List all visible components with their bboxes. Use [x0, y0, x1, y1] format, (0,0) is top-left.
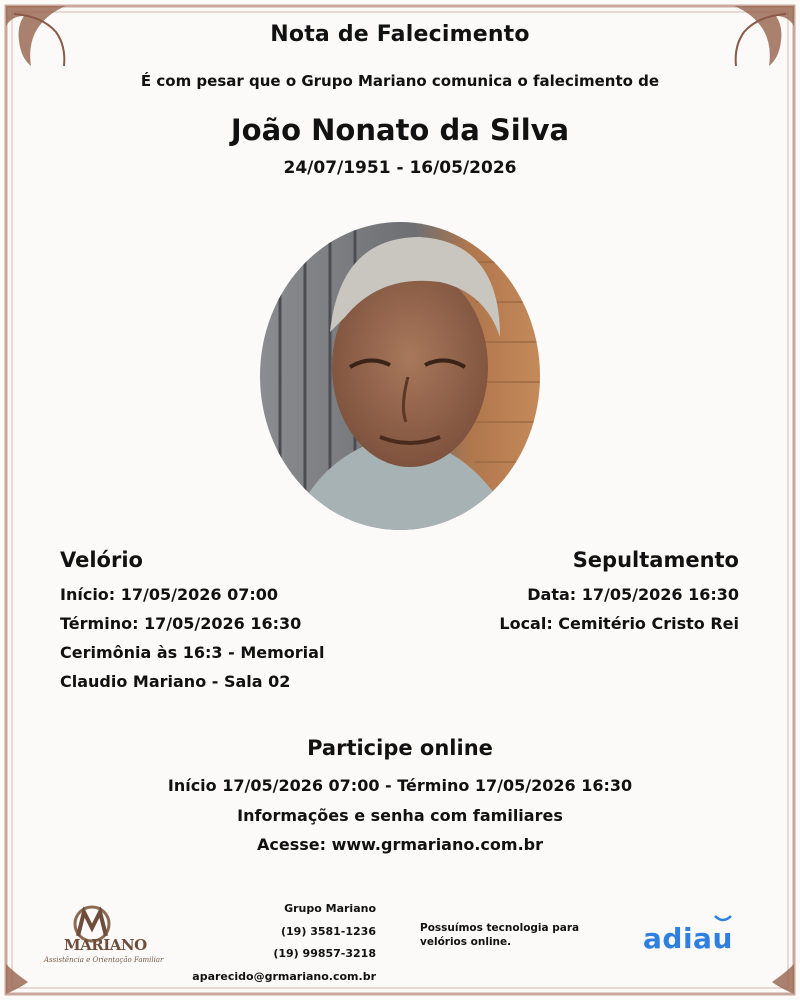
intro-text: É com pesar que o Grupo Mariano comunica o falecimento de: [140, 72, 660, 90]
phone-landline[interactable]: (19) 3581-1236: [281, 924, 376, 938]
velorio-ceremony: Cerimônia às 16:3 - Memorial: [60, 643, 325, 662]
page-title: Nota de Falecimento: [270, 22, 530, 47]
portrait-photo: [260, 222, 540, 530]
adiau-logo: [643, 922, 733, 955]
mariano-tagline: Assistência e Orientação Familiar: [44, 956, 164, 964]
adiau-wordmark: adia: [643, 922, 713, 955]
velorio-end: Término: 17/05/2026 16:30: [60, 614, 302, 633]
online-time: Início 17/05/2026 07:00 - Término 17/05/2026 16:30: [167, 776, 633, 795]
life-dates: 24/07/1951 - 16/05/2026: [283, 158, 517, 178]
online-info: Informações e senha com familiares: [237, 806, 563, 825]
contact-block: [192, 898, 376, 988]
sepultamento-heading: Sepultamento: [572, 548, 739, 572]
email-link[interactable]: aparecido@grmariano.com.br: [192, 969, 376, 983]
sepultamento-date: Data: 17/05/2026 16:30: [527, 585, 739, 604]
sepultamento-place: Local: Cemitério Cristo Rei: [499, 614, 739, 633]
sepultamento-section: [399, 548, 739, 638]
velorio-heading: Velório: [60, 548, 143, 572]
adiau-u: u: [712, 922, 733, 955]
online-site-link[interactable]: Acesse: www.grmariano.com.br: [257, 835, 543, 854]
velorio-place: Claudio Mariano - Sala 02: [60, 672, 291, 691]
velorio-start: Início: 17/05/2026 07:00: [60, 585, 279, 604]
velorio-section: [60, 548, 390, 696]
tech-note: Possuímos tecnologia para velórios online.: [420, 922, 580, 948]
online-heading: Participe online: [307, 736, 493, 760]
company-name: Grupo Mariano: [284, 902, 376, 915]
mariano-wordmark: MARIANO: [64, 936, 147, 954]
swoosh-icon: [714, 914, 732, 922]
mariano-logo: [44, 904, 164, 970]
deceased-name: João Nonato da Silva: [230, 113, 570, 147]
phone-mobile[interactable]: (19) 99857-3218: [273, 947, 376, 960]
